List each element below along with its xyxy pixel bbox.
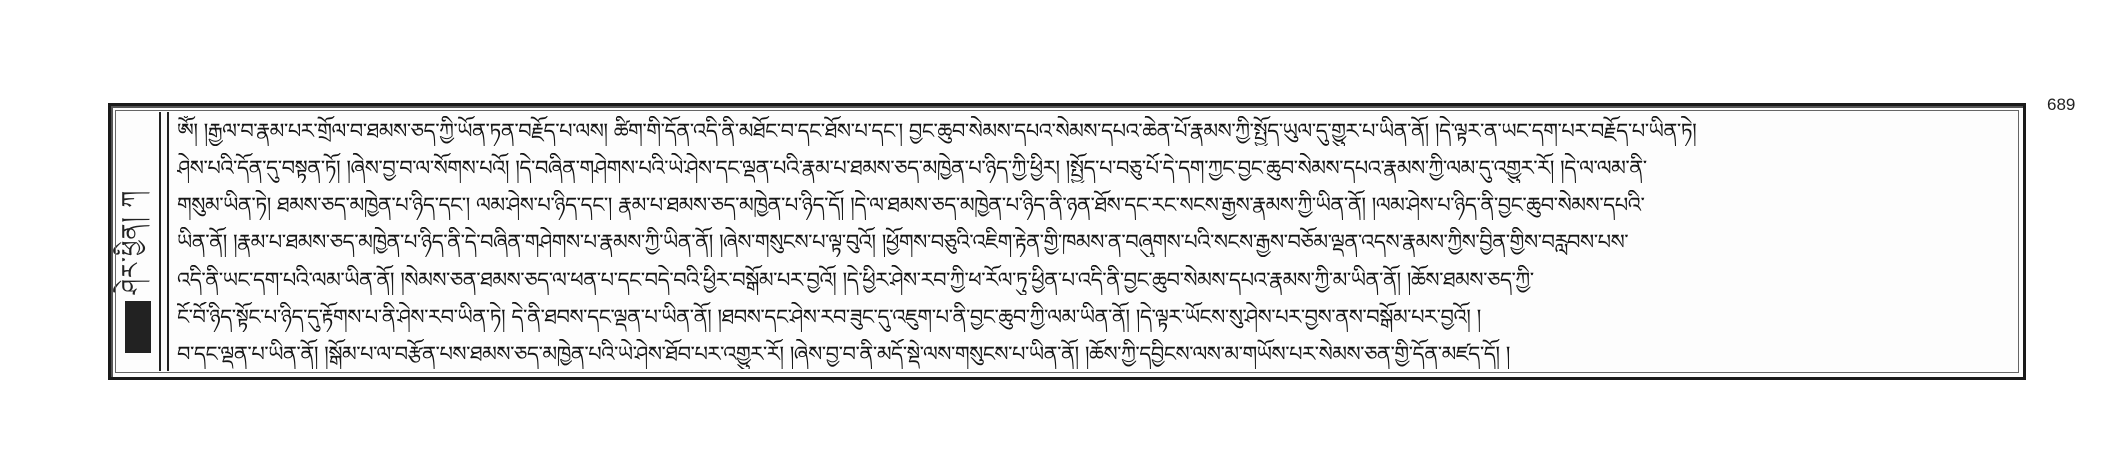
text-line-5: འདི་ནི་ཡང་དག་པའི་ལམ་ཡིན་ནོ། །སེམས་ཅན་ཐམས་ཅད་ལ་ཕན་པ་དང་བདེ་བའི་ཕྱིར་བསྒོམ་པར་བྱའོ། །དེ་ཕྱིར་ཤེས་རབ་ཀྱི་ཕ་རོལ་ཏུ་ཕྱིན་པ་འདི་ནི་བྱང་ཆུབ་སེམས་དཔའ་རྣམས་ཀྱི་མ་ཡིན་ནོ། །ཆོས་ཐམས་ཅད་ཀྱི་ [177, 267, 1534, 292]
text-line-3: གསུམ་ཡིན་ཏེ། ཐམས་ཅད་མཁྱེན་པ་ཉིད་དང་། ལམ་ཤེས་པ་ཉིད་དང་། རྣམ་པ་ཐམས་ཅད་མཁྱེན་པ་ཉིད་དོ། །དེ་ལ་ཐམས་ཅད་མཁྱེན་པ་ཉིད་ནི་ཉན་ཐོས་དང་རང་སངས་རྒྱས་རྣམས་ཀྱི་ཡིན་ནོ། །ལམ་ཤེས་པ་ཉིད་ནི་བྱང་ཆུབ་སེམས་དཔའི་ [177, 193, 1645, 218]
text-line-7: བ་དང་ལྡན་པ་ཡིན་ནོ། །སྒོམ་པ་ལ་བརྩོན་པས་ཐམས་ཅད་མཁྱེན་པའི་ཡེ་ཤེས་ཐོབ་པར་འགྱུར་རོ། །ཞེས་བྱ་བ་ནི་མདོ་སྡེ་ལས་གསུངས་པ་ཡིན་ནོ། །ཆོས་ཀྱི་དབྱིངས་ལས་མ་གཡོས་པར་སེམས་ཅན་གྱི་དོན་མཛད་དོ། ། [177, 341, 1510, 366]
text-block [177, 116, 2009, 369]
text-line-4: ཡིན་ནོ། །རྣམ་པ་ཐམས་ཅད་མཁྱེན་པ་ཉིད་ནི་དེ་བཞིན་གཤེགས་པ་རྣམས་ཀྱི་ཡིན་ནོ། །ཞེས་གསུངས་པ་ལྟ་བུའོ། །ཕྱོགས་བཅུའི་འཇིག་རྟེན་གྱི་ཁམས་ན་བཞུགས་པའི་སངས་རྒྱས་བཅོམ་ལྡན་འདས་རྣམས་ཀྱིས་བྱིན་གྱིས་བརླབས་པས་ [177, 230, 1629, 255]
text-line-2: ཤེས་པའི་དོན་དུ་བསྟན་ཏོ། །ཞེས་བྱ་བ་ལ་སོགས་པའོ། །དེ་བཞིན་གཤེགས་པའི་ཡེ་ཤེས་དང་ལྡན་པའི་རྣམ་པ་ཐམས་ཅད་མཁྱེན་པ་ཉིད་ཀྱི་ཕྱིར། །སྤྱོད་པ་བཅུ་པོ་དེ་དག་ཀྱང་བྱང་ཆུབ་སེམས་དཔའ་རྣམས་ཀྱི་ལམ་དུ་འགྱུར་རོ། །དེ་ལ་ལམ་ནི་ [177, 156, 1647, 181]
margin-label: ཤེར་ཕྱིན། ཀ [116, 189, 145, 294]
margin-rule [167, 112, 169, 371]
margin-ink-block [125, 301, 151, 353]
manuscript-folio [108, 103, 2026, 380]
page-number: 689 [2047, 95, 2076, 114]
folio-left-margin [117, 112, 161, 371]
text-line-1: ཨོཾ། །རྒྱལ་བ་རྣམ་པར་གྲོལ་བ་ཐམས་ཅད་ཀྱི་ཡོན་ཏན་བརྗོད་པ་ལས། ཚིག་གི་དོན་འདི་ནི་མཐོང་བ་དང་ཐོས་པ་དང་། བྱང་ཆུབ་སེམས་དཔའ་སེམས་དཔའ་ཆེན་པོ་རྣམས་ཀྱི་སྤྱོད་ཡུལ་དུ་གྱུར་པ་ཡིན་ནོ། །དེ་ལྟར་ན་ཡང་དག་པར་བརྗོད་པ་ཡིན་ཏེ། [177, 119, 1697, 143]
text-line-6: ངོ་བོ་ཉིད་སྟོང་པ་ཉིད་དུ་རྟོགས་པ་ནི་ཤེས་རབ་ཡིན་ཏེ། དེ་ནི་ཐབས་དང་ལྡན་པ་ཡིན་ནོ། །ཐབས་དང་ཤེས་རབ་ཟུང་དུ་འཇུག་པ་ནི་བྱང་ཆུབ་ཀྱི་ལམ་ཡིན་ནོ། །དེ་ལྟར་ཡོངས་སུ་ཤེས་པར་བྱས་ནས་བསྒོམ་པར་བྱའོ། ། [177, 304, 1481, 329]
